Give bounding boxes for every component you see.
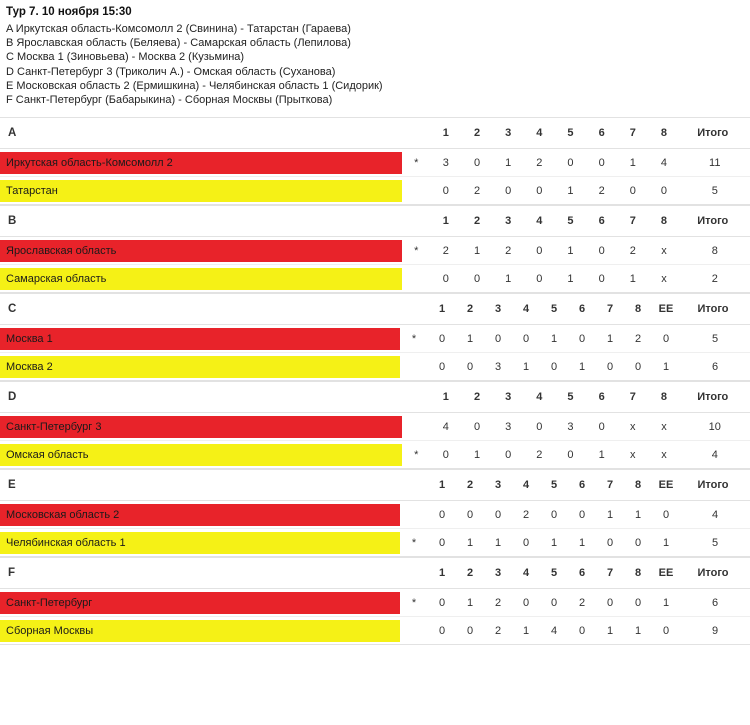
total-column-header: Итого [680,470,750,501]
hammer-column-header [402,118,430,149]
end-score-cell: 0 [524,177,555,205]
team-name-cell [0,325,400,353]
game-letter: E [0,470,400,501]
end-score-cell: 1 [596,501,624,529]
end-column-header: 3 [493,118,524,149]
pairing-line: D Санкт-Петербург 3 (Триколич А.) - Омская область (Суханова) [6,65,336,78]
end-score-cell: 1 [512,353,540,381]
total-column-header: Итого [680,294,750,325]
end-score-cell: 0 [652,617,680,645]
end-column-header: 7 [617,382,648,413]
scoreboard-header-row [0,294,750,325]
end-score-cell: 2 [586,177,617,205]
team-name-cell [0,589,400,617]
end-score-cell: 1 [484,529,512,557]
pairings-list [6,22,744,107]
team-name-bar: Санкт-Петербург [0,592,400,614]
pairing-line: C Москва 1 (Зиновьева) - Москва 2 (Кузьмина) [6,51,245,64]
hammer-column-header [400,294,428,325]
end-score-cell: 3 [484,353,512,381]
end-score-cell: 2 [430,237,461,265]
end-column-header: 1 [428,294,456,325]
game-block [0,205,750,293]
end-score-cell: 0 [484,325,512,353]
end-column-header: 6 [568,294,596,325]
end-score-cell: 0 [524,413,555,441]
end-column-header: 4 [512,558,540,589]
end-score-cell: 0 [430,441,461,469]
end-score-cell: 1 [586,441,617,469]
end-score-cell: 0 [512,325,540,353]
end-column-header: 1 [428,470,456,501]
table-row [0,177,750,205]
total-column-header: Итого [680,558,750,589]
end-score-cell: 0 [555,149,586,177]
end-column-header: 8 [648,382,679,413]
end-score-cell: 1 [652,353,680,381]
end-score-cell: 2 [493,237,524,265]
team-name-cell [0,501,400,529]
table-row [0,441,750,469]
end-score-cell: 2 [512,501,540,529]
end-score-cell: 2 [524,441,555,469]
end-column-header: 5 [555,118,586,149]
team-name-cell [0,265,402,293]
team-name-bar: Москва 1 [0,328,400,350]
team-name-cell [0,529,400,557]
end-column-header: 6 [586,118,617,149]
total-column-header: Итого [680,206,750,237]
end-score-cell: 1 [624,501,652,529]
end-score-cell: 0 [540,589,568,617]
team-total-score: 10 [680,413,750,441]
team-total-score: 5 [680,529,750,557]
end-score-cell: 0 [652,501,680,529]
end-column-header: 3 [484,294,512,325]
end-column-header: 5 [540,470,568,501]
team-name-bar: Иркутская область-Комсомолл 2 [0,152,402,174]
team-total-score: 2 [680,265,750,293]
team-total-score: 9 [680,617,750,645]
hammer-indicator [400,353,428,381]
end-score-cell: 0 [624,589,652,617]
game-block [0,381,750,469]
game-scoreboard [0,206,750,293]
extra-end-column-header: EE [652,470,680,501]
end-score-cell: 1 [461,237,492,265]
end-score-cell: 1 [493,265,524,293]
pairing-line: E Московская область 2 (Ермишкина) - Челябинская область 1 (Сидорик) [6,79,383,92]
end-score-cell: 0 [617,177,648,205]
end-column-header: 2 [456,294,484,325]
end-score-cell: 0 [568,617,596,645]
table-row [0,353,750,381]
end-score-cell: 0 [428,353,456,381]
end-score-cell: 2 [484,617,512,645]
end-score-cell: 1 [596,617,624,645]
end-column-header: 8 [624,470,652,501]
hammer-indicator [402,177,430,205]
end-score-cell: 1 [624,617,652,645]
end-column-header: 1 [428,558,456,589]
scoreboard-header-row [0,206,750,237]
end-column-header: 4 [524,206,555,237]
end-column-header: 3 [484,470,512,501]
end-score-cell: 1 [493,149,524,177]
team-total-score: 4 [680,441,750,469]
team-total-score: 5 [680,325,750,353]
game-letter: A [0,118,402,149]
hammer-column-header [402,382,430,413]
team-name-bar: Омская область [0,444,402,466]
table-row [0,265,750,293]
end-score-cell: 0 [428,501,456,529]
end-score-cell: 0 [624,529,652,557]
end-column-header: 4 [512,294,540,325]
extra-end-column-header: EE [652,558,680,589]
scoreboard-header-row [0,558,750,589]
end-score-cell: 0 [428,617,456,645]
end-score-cell: 1 [461,441,492,469]
end-score-cell: 2 [617,237,648,265]
game-letter: B [0,206,402,237]
game-block [0,117,750,205]
end-score-cell: 0 [524,237,555,265]
game-block [0,557,750,645]
end-column-header: 4 [512,470,540,501]
games-container [0,117,750,645]
end-score-cell: 0 [524,265,555,293]
pairing-line: A Иркутская область-Комсомолл 2 (Свинина) - Татарстан (Гараева) [6,23,351,35]
end-score-cell: 0 [512,589,540,617]
end-score-cell: 0 [586,265,617,293]
end-score-cell: 0 [596,529,624,557]
hammer-column-header [402,206,430,237]
game-scoreboard [0,294,750,381]
end-score-cell: 1 [456,589,484,617]
end-column-header: 7 [617,118,648,149]
team-name-cell [0,177,402,205]
end-column-header: 7 [596,294,624,325]
end-column-header: 8 [624,294,652,325]
end-column-header: 2 [456,558,484,589]
end-column-header: 2 [461,206,492,237]
end-score-cell: 0 [493,177,524,205]
end-score-cell: 0 [428,589,456,617]
end-column-header: 5 [540,558,568,589]
end-column-header: 4 [524,118,555,149]
team-total-score: 8 [680,237,750,265]
end-score-cell: 0 [430,265,461,293]
end-score-cell: 0 [586,149,617,177]
end-score-cell: 0 [624,353,652,381]
scoreboard-header-row [0,470,750,501]
end-score-cell: x [648,237,679,265]
team-name-bar: Сборная Москвы [0,620,400,642]
end-column-header: 6 [568,558,596,589]
pairing-line: B Ярославская область (Беляева) - Самарская область (Лепилова) [6,37,351,50]
header [0,0,750,107]
end-score-cell: 3 [430,149,461,177]
team-total-score: 11 [680,149,750,177]
end-column-header: 6 [568,470,596,501]
hammer-indicator: * [400,325,428,353]
hammer-indicator: * [400,589,428,617]
end-column-header: 7 [596,470,624,501]
hammer-indicator: * [402,237,430,265]
game-scoreboard [0,118,750,205]
team-name-bar: Москва 2 [0,356,400,378]
hammer-indicator: * [400,529,428,557]
hammer-indicator [402,265,430,293]
end-column-header: 1 [430,382,461,413]
hammer-indicator: * [402,149,430,177]
team-total-score: 5 [680,177,750,205]
table-row [0,501,750,529]
team-name-cell [0,237,402,265]
end-score-cell: 0 [428,325,456,353]
end-score-cell: 2 [461,177,492,205]
end-score-cell: 0 [461,149,492,177]
end-column-header: 2 [461,118,492,149]
end-score-cell: 0 [568,501,596,529]
team-total-score: 4 [680,501,750,529]
end-score-cell: 1 [596,325,624,353]
end-score-cell: 1 [568,353,596,381]
end-score-cell: 0 [568,325,596,353]
end-score-cell: x [648,265,679,293]
end-column-header: 2 [456,470,484,501]
game-scoreboard [0,558,750,645]
end-column-header: 3 [493,382,524,413]
end-column-header: 1 [430,118,461,149]
end-score-cell: 1 [617,265,648,293]
total-column-header: Итого [680,118,750,149]
hammer-indicator: * [402,441,430,469]
end-column-header: 8 [648,206,679,237]
end-score-cell: 1 [555,265,586,293]
team-name-bar: Московская область 2 [0,504,400,526]
game-scoreboard [0,382,750,469]
team-name-cell [0,149,402,177]
end-column-header: 5 [540,294,568,325]
end-score-cell: 1 [555,237,586,265]
team-name-bar: Самарская область [0,268,402,290]
end-score-cell: 0 [493,441,524,469]
end-score-cell: x [617,441,648,469]
end-score-cell: 3 [493,413,524,441]
end-column-header: 8 [648,118,679,149]
team-total-score: 6 [680,353,750,381]
end-column-header: 6 [586,382,617,413]
team-name-bar: Санкт-Петербург 3 [0,416,402,438]
end-score-cell: 0 [555,441,586,469]
table-row [0,589,750,617]
game-scoreboard [0,470,750,557]
game-block [0,469,750,557]
end-score-cell: 4 [430,413,461,441]
hammer-indicator [400,617,428,645]
end-score-cell: 1 [617,149,648,177]
hammer-column-header [400,558,428,589]
end-column-header: 3 [493,206,524,237]
game-letter: F [0,558,400,589]
end-column-header: 6 [586,206,617,237]
end-score-cell: 0 [596,353,624,381]
scoreboard-header-row [0,118,750,149]
end-score-cell: 0 [461,413,492,441]
end-column-header: 7 [596,558,624,589]
end-column-header: 8 [624,558,652,589]
end-score-cell: 0 [484,501,512,529]
team-total-score: 6 [680,589,750,617]
end-score-cell: 0 [456,501,484,529]
end-score-cell: x [648,441,679,469]
table-row [0,529,750,557]
team-name-cell [0,353,400,381]
end-score-cell: 2 [484,589,512,617]
game-letter: C [0,294,400,325]
page-title: Тур 7. 10 ноября 15:30 [6,6,132,18]
end-score-cell: 1 [555,177,586,205]
end-score-cell: 4 [648,149,679,177]
end-column-header: 3 [484,558,512,589]
end-score-cell: 4 [540,617,568,645]
end-score-cell: 0 [461,265,492,293]
game-letter: D [0,382,402,413]
table-row [0,237,750,265]
team-name-bar: Татарстан [0,180,402,202]
end-score-cell: 0 [652,325,680,353]
scoreboard-header-row [0,382,750,413]
end-score-cell: x [617,413,648,441]
total-column-header: Итого [680,382,750,413]
end-score-cell: 2 [524,149,555,177]
end-score-cell: 0 [428,529,456,557]
end-score-cell: 2 [624,325,652,353]
end-score-cell: 1 [456,325,484,353]
pairing-line: F Санкт-Петербург (Бабарыкина) - Сборная Москвы (Прыткова) [6,94,333,107]
end-column-header: 2 [461,382,492,413]
team-name-cell [0,617,400,645]
team-name-bar: Челябинская область 1 [0,532,400,554]
end-score-cell: 1 [540,529,568,557]
end-score-cell: 1 [652,589,680,617]
end-score-cell: 1 [568,529,596,557]
end-score-cell: 0 [540,353,568,381]
end-score-cell: x [648,413,679,441]
hammer-indicator [402,413,430,441]
end-column-header: 4 [524,382,555,413]
end-score-cell: 3 [555,413,586,441]
end-score-cell: 0 [430,177,461,205]
end-score-cell: 0 [540,501,568,529]
hammer-indicator [400,501,428,529]
end-score-cell: 0 [648,177,679,205]
game-block [0,293,750,381]
end-score-cell: 0 [586,237,617,265]
end-column-header: 5 [555,382,586,413]
team-name-cell [0,413,402,441]
end-column-header: 7 [617,206,648,237]
end-score-cell: 1 [456,529,484,557]
team-name-cell [0,441,402,469]
end-column-header: 1 [430,206,461,237]
table-row [0,413,750,441]
end-score-cell: 0 [586,413,617,441]
end-score-cell: 0 [456,617,484,645]
end-score-cell: 1 [540,325,568,353]
end-score-cell: 0 [456,353,484,381]
team-name-bar: Ярославская область [0,240,402,262]
hammer-column-header [400,470,428,501]
end-score-cell: 2 [568,589,596,617]
extra-end-column-header: EE [652,294,680,325]
end-score-cell: 1 [512,617,540,645]
table-row [0,617,750,645]
table-row [0,325,750,353]
end-score-cell: 0 [512,529,540,557]
end-column-header: 5 [555,206,586,237]
end-score-cell: 0 [596,589,624,617]
table-row [0,149,750,177]
end-score-cell: 1 [652,529,680,557]
